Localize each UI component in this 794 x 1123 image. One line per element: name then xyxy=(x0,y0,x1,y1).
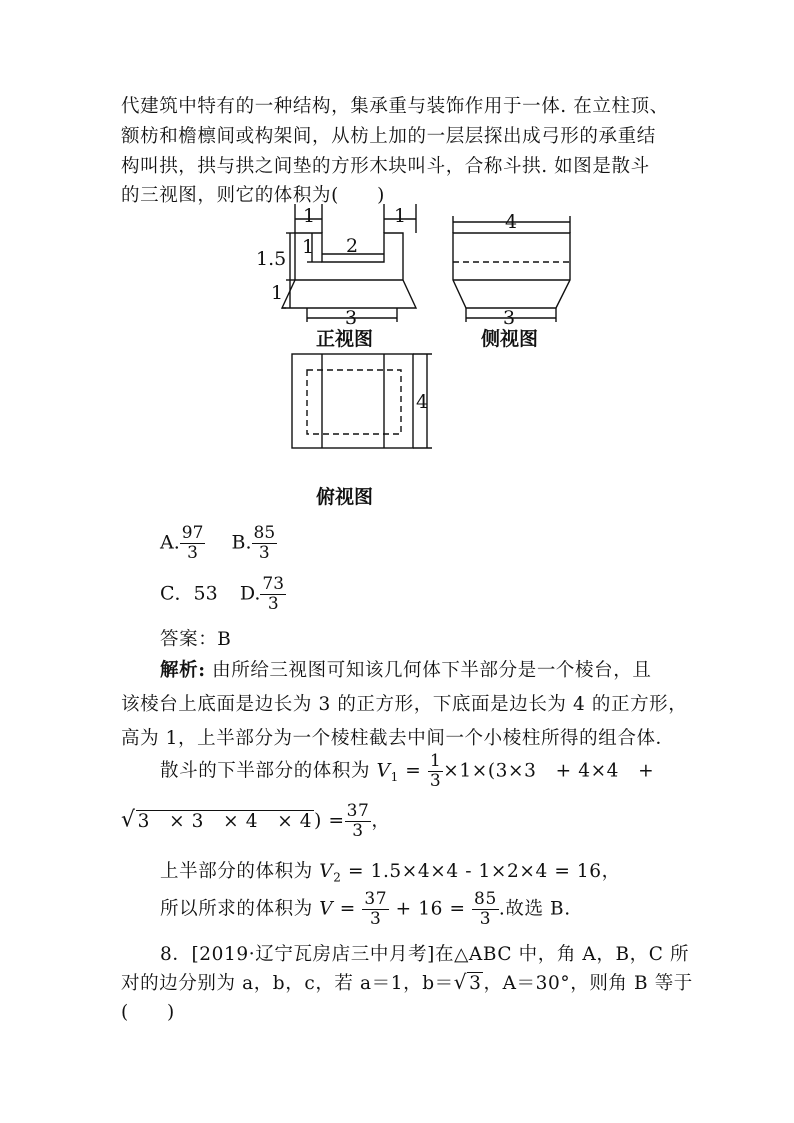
solution-label: 解析: xyxy=(160,660,206,681)
v1-frac-den: 3 xyxy=(429,771,442,791)
front-dim-inner-width: 2 xyxy=(346,235,359,257)
problem8-line-1: 8．[2019·辽宁瓦房店三中月考]在△ABC 中，角 A，B，C 所 xyxy=(160,944,690,965)
front-dim-lower-height: 1 xyxy=(271,282,284,304)
three-view-figure xyxy=(0,0,794,520)
front-dim-top-left: 1 xyxy=(303,205,316,227)
v-end: .故选 B. xyxy=(498,898,571,920)
problem7-line-1: 代建筑中特有的一种结构，集承重与装饰作用于一体. 在立柱顶、 xyxy=(121,96,669,117)
v-eq: = xyxy=(333,898,363,920)
v2-text: 上半部分的体积为 xyxy=(160,861,313,882)
top-view-drawing xyxy=(292,354,432,448)
problem8-line-3: ( ) xyxy=(121,1002,175,1023)
v-den-2: 3 xyxy=(479,909,492,929)
v-plus: + 16 = xyxy=(389,898,473,920)
front-dim-top-right: 1 xyxy=(394,205,407,227)
solution-line-3: 高为 1，上半部分为一个棱柱截去中间一个小棱柱所得的组合体． xyxy=(121,728,675,749)
v-var: V xyxy=(319,898,334,920)
front-view-caption: 正视图 xyxy=(316,328,374,350)
top-dim-right: 4 xyxy=(416,391,429,413)
v1-expr: ×1×(3×3 + 4×4 + xyxy=(443,760,655,782)
v1-sqrt: 3 × 3 × 4 × 4 xyxy=(137,810,313,832)
side-dim-top: 4 xyxy=(505,211,518,233)
solution-v-line xyxy=(160,890,571,929)
solution-line-1-text: 由所给三视图可知该几何体下半部分是一个棱台，且 xyxy=(205,660,652,681)
problem7-line-2: 额枋和檐檩间或构架间，从枋上加的一层层探出成弓形的承重结 xyxy=(121,126,656,147)
option-d-prefix: D. xyxy=(239,582,261,605)
front-dim-inner-height: 1 xyxy=(302,236,315,258)
answer: 答案：B xyxy=(160,629,232,650)
options-row-ab xyxy=(160,524,277,563)
v-frac-2 xyxy=(472,890,499,929)
solution-v1-line xyxy=(160,752,654,791)
option-a-den: 3 xyxy=(187,543,198,563)
option-a-num: 97 xyxy=(181,523,204,543)
v-frac-1 xyxy=(362,890,389,929)
solution-v2-line xyxy=(160,857,621,885)
v2-expr: = 1.5×4×4 - 1×2×4 = 16， xyxy=(341,861,621,882)
v-num-2: 85 xyxy=(474,889,497,909)
problem8-line-2-b: ，A＝30°，则角 B 等于 xyxy=(483,973,693,994)
sqrt-icon: √ xyxy=(121,807,136,833)
v-den-1: 3 xyxy=(370,909,382,929)
v1-result-frac xyxy=(345,802,372,841)
option-b-den: 3 xyxy=(258,543,270,563)
side-dim-bottom: 3 xyxy=(503,307,516,329)
top-view-caption: 俯视图 xyxy=(316,486,374,508)
v1-text: 散斗的下半部分的体积为 xyxy=(160,760,371,782)
v1-tail: ) = xyxy=(314,810,345,832)
option-d-den: 3 xyxy=(267,594,279,614)
problem8-sqrt: 3 xyxy=(469,973,482,994)
solution-line-1 xyxy=(160,656,651,682)
v1-result-num: 37 xyxy=(346,801,370,821)
v1-sub: 1 xyxy=(390,770,399,785)
problem8-line-2-a: 对的边分别为 a，b，c，若 a＝1，b＝ xyxy=(121,973,454,994)
options-row-cd xyxy=(160,575,286,614)
sqrt-icon-2: √ xyxy=(453,970,468,994)
option-b-num: 85 xyxy=(253,523,276,543)
problem7-line-4: 的三视图，则它的体积为( ) xyxy=(121,185,385,206)
v1-result-den: 3 xyxy=(352,821,364,841)
option-b-fraction xyxy=(252,524,278,563)
v1-frac xyxy=(428,752,443,791)
front-dim-bottom: 3 xyxy=(345,307,358,329)
option-d-fraction xyxy=(260,575,286,614)
v1-var: V xyxy=(376,760,391,782)
solution-v1-line-2 xyxy=(121,802,391,841)
front-dim-upper-height: 1.5 xyxy=(256,248,287,270)
v2-var: V xyxy=(319,861,334,882)
option-a-fraction xyxy=(180,524,206,563)
v-text: 所以所求的体积为 xyxy=(160,898,313,920)
problem7-line-3: 构叫拱，拱与拱之间垫的方形木块叫斗，合称斗拱. 如图是散斗 xyxy=(121,156,650,177)
option-d-num: 73 xyxy=(262,574,285,594)
v1-eq: = xyxy=(398,760,428,782)
side-view-caption: 侧视图 xyxy=(481,328,539,350)
v1-frac-num: 1 xyxy=(429,751,442,771)
option-c: C．53 xyxy=(160,582,218,605)
option-a-prefix: A. xyxy=(160,531,180,554)
v2-sub: 2 xyxy=(333,870,342,885)
v-num-1: 37 xyxy=(364,889,388,909)
problem8-line-2 xyxy=(121,969,693,995)
v1-end: ， xyxy=(371,810,391,832)
option-b-prefix: B. xyxy=(231,531,252,554)
solution-line-2: 该棱台上底面是边长为 3 的正方形，下底面是边长为 4 的正方形， xyxy=(121,694,688,715)
